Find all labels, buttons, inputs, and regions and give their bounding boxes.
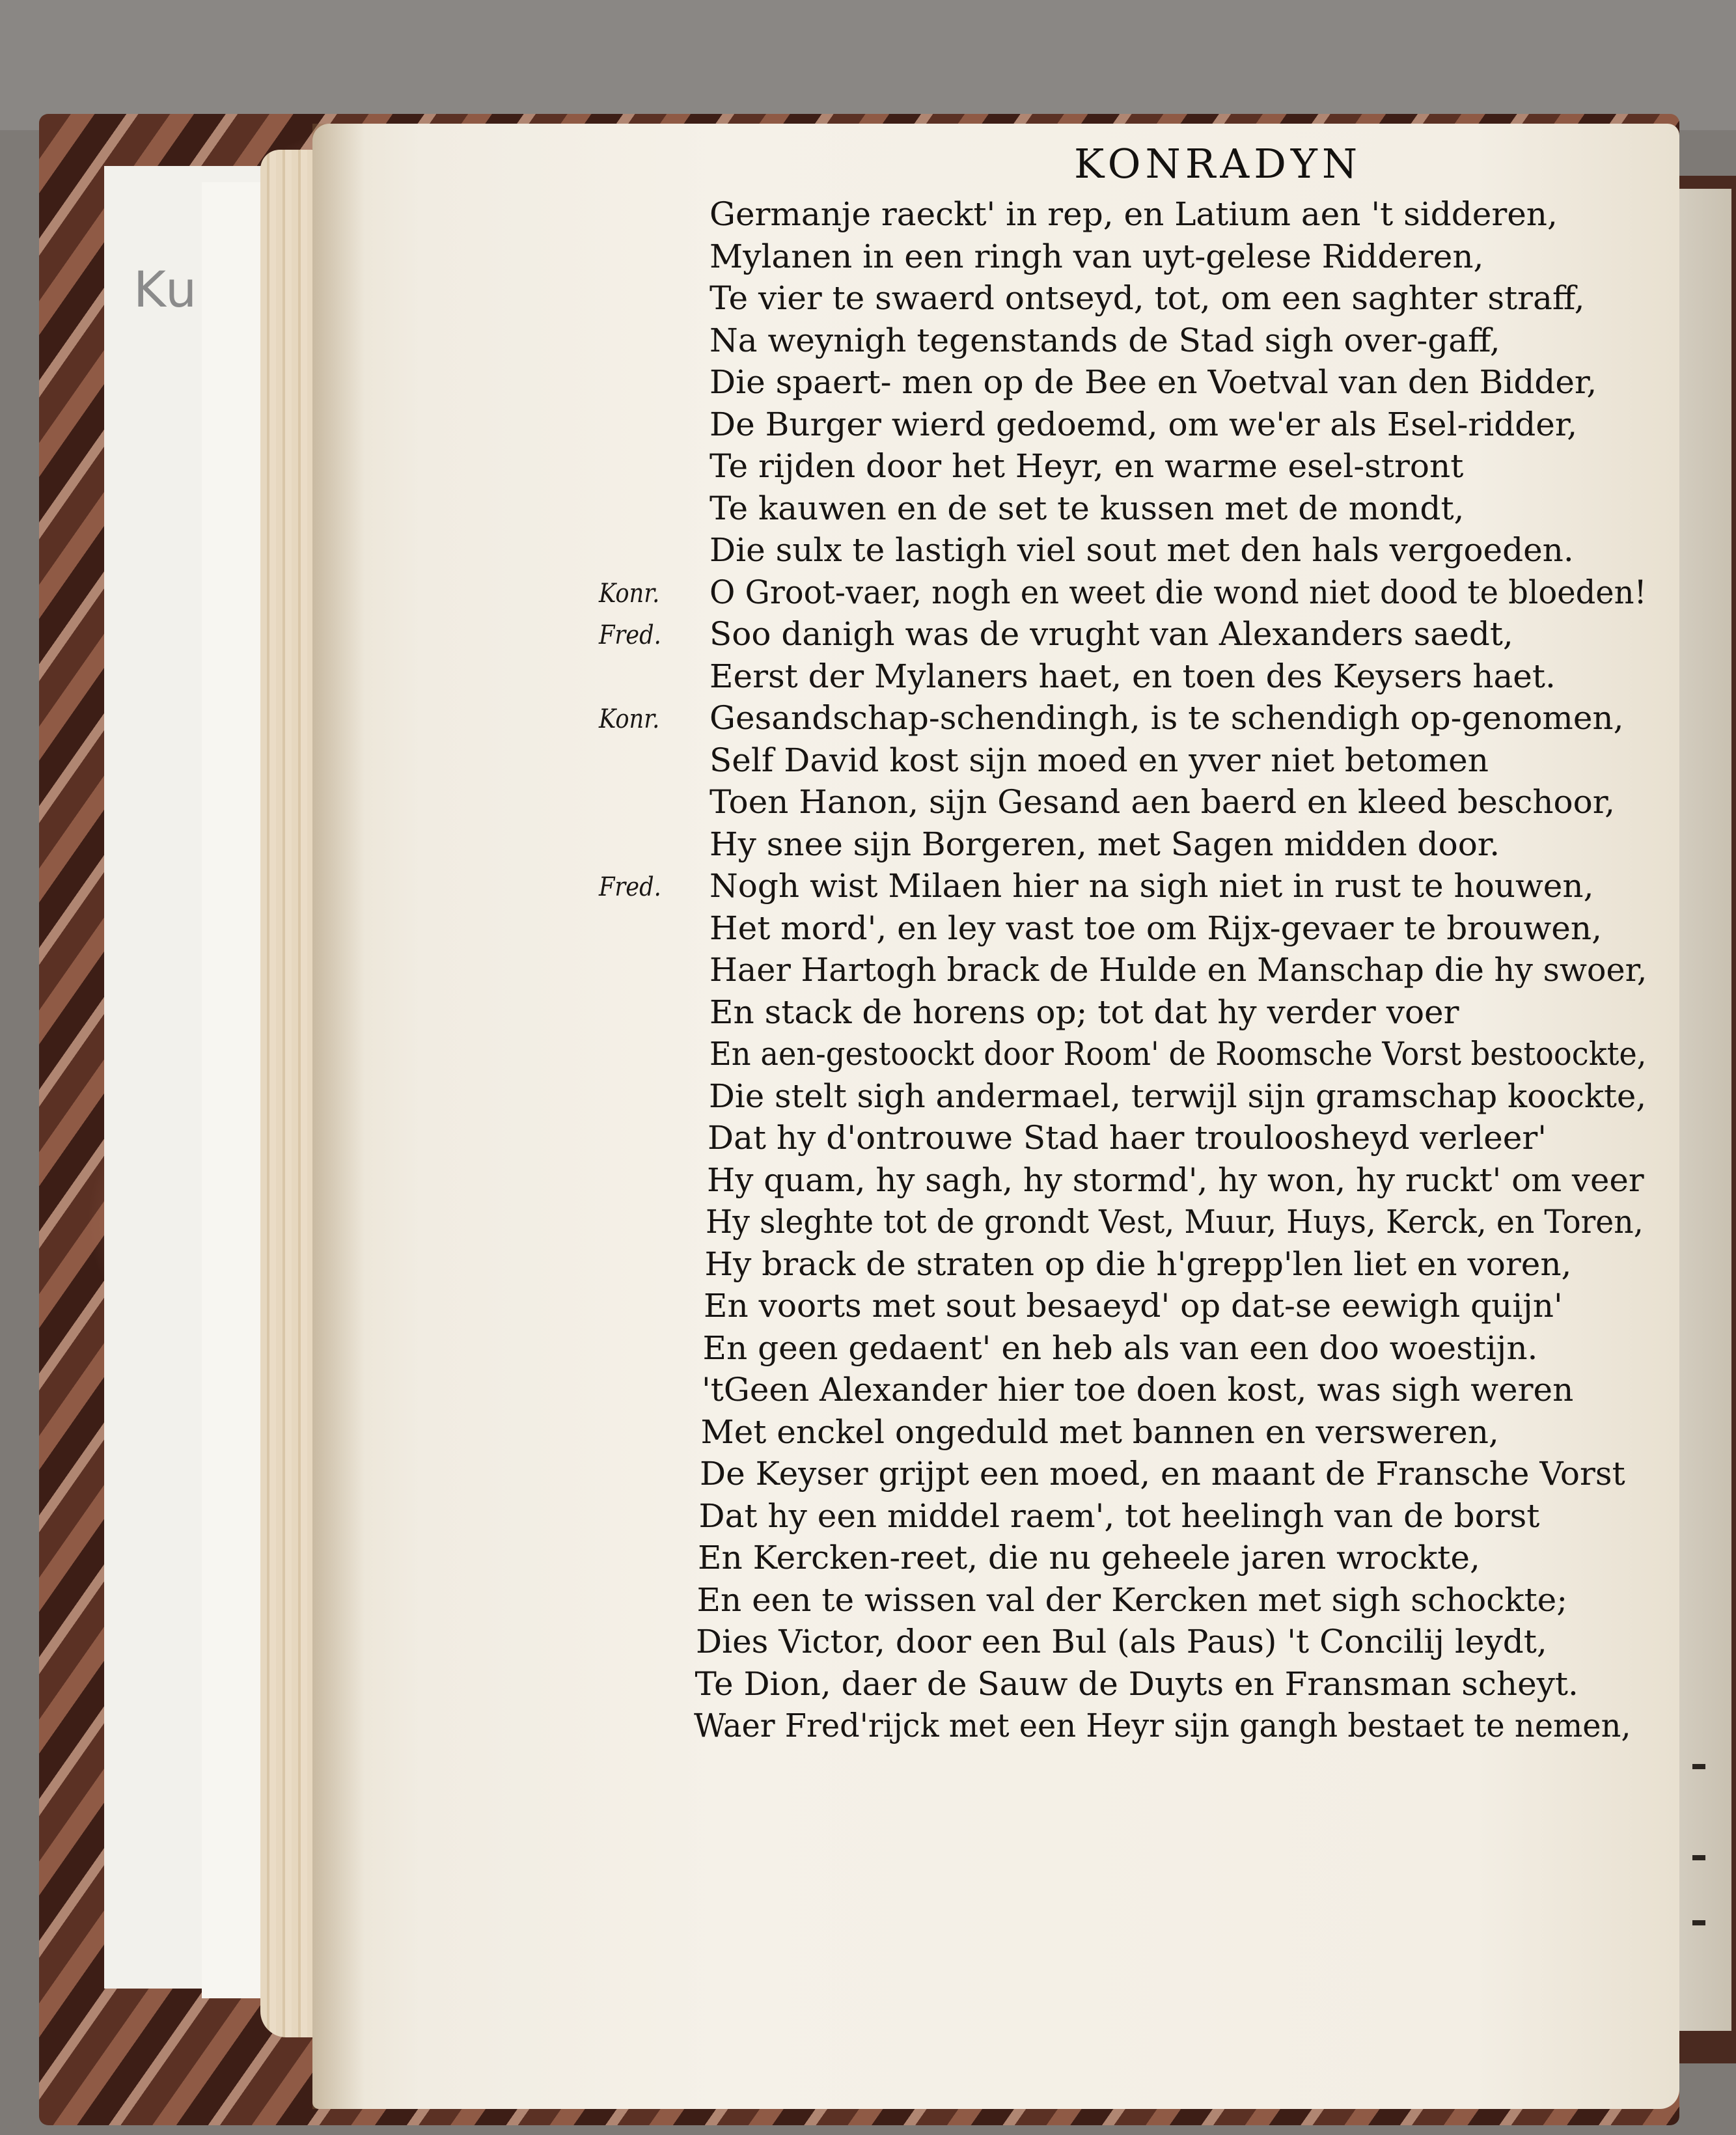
verse-line: Na weynigh tegenstands de Stad sigh over-gaff, (710, 321, 1500, 359)
verse-line: Te vier te swaerd ontseyd, tot, om een saghter straff, (710, 279, 1585, 317)
verse-line: En geen gedaent' en heb als van een doo woestijn. (702, 1329, 1538, 1367)
verse-line: Self David kost sijn moed en yver niet betomen (710, 741, 1489, 779)
verse-line: O Groot-vaer, nogh en weet die wond niet dood te bloeden! (710, 573, 1647, 611)
verse-line: Hy sleghte tot de grondt Vest, Muur, Huys, Kerck, en Toren, (706, 1203, 1644, 1241)
gutter-shadow (312, 124, 365, 2109)
verse-line: Haer Hartogh brack de Hulde en Manschap die hy swoer, (710, 951, 1647, 989)
verse-line: Die sulx te lastigh viel sout met den hals vergoeden. (710, 531, 1574, 569)
verse-line: Gesandschap-schendingh, is te schendigh op-genomen, (710, 699, 1624, 737)
pencil-note: Ku (133, 260, 199, 318)
verse-line: Met enckel ongeduld met bannen en versweren, (700, 1412, 1499, 1451)
verse-line: Soo danigh was de vrught van Alexanders saedt, (710, 615, 1513, 653)
verse-line: Hy quam, hy sagh, hy stormd', hy won, hy ruckt' om veer (706, 1161, 1644, 1199)
background (0, 0, 1736, 130)
verse-line: De Keyser grijpt een moed, en maant de Fransche Vorst (700, 1455, 1625, 1493)
verse-line: Germanje raeckt' in rep, en Latium aen 't sidderen, (710, 195, 1558, 233)
running-title: KONRADYN (1074, 140, 1362, 187)
verse-line: Die stelt sigh andermael, terwijl sijn gramschap koockte, (708, 1077, 1646, 1115)
verse-line: Waer Fred'rijck met een Heyr sijn gangh bestaet te nemen, (694, 1707, 1631, 1744)
verse-line: Eerst der Mylaners haet, en toen des Keysers haet. (710, 657, 1556, 695)
verse-line: De Burger wierd gedoemd, om we'er als Esel-ridder, (710, 405, 1578, 443)
verse-line: Te rijden door het Heyr, en warme esel-stront (710, 447, 1464, 485)
verse-line: Dat hy d'ontrouwe Stad haer trouloosheyd verleer' (708, 1119, 1547, 1157)
verse-line: Dies Victor, door een Bul (als Paus) 't Concilij leydt, (696, 1623, 1547, 1660)
verse-line: En Kercken-reet, die nu geheele jaren wrockte, (698, 1539, 1480, 1577)
verse-line: Hy brack de straten op die h'grepp'len liet en voren, (704, 1245, 1572, 1283)
verse-line: Hy snee sijn Borgeren, met Sagen midden door. (710, 825, 1500, 863)
verse-line: Het mord', en ley vast toe om Rijx-gevaer te brouwen, (710, 909, 1602, 947)
verse-line: En aen-gestoockt door Room' de Roomsche Vorst bestoockte, (710, 1035, 1647, 1073)
speaker-label: Konr. (599, 578, 660, 609)
verse-line: Toen Hanon, sijn Gesand aen baerd en kleed beschoor, (710, 783, 1616, 821)
verse-line: En een te wissen val der Kercken met sigh schockte; (696, 1580, 1568, 1619)
verse-line: Te kauwen en de set te kussen met de mondt, (710, 489, 1465, 527)
speaker-label: Fred. (599, 620, 661, 650)
speaker-label: Konr. (599, 704, 660, 734)
verse-line: En voorts met sout besaeyd' op dat-se eewigh quijn' (704, 1287, 1563, 1325)
verse-line: Dat hy een middel raem', tot heelingh van de borst (698, 1496, 1540, 1535)
verse-line: En stack de horens op; tot dat hy verder voer (710, 993, 1459, 1031)
verse-line: Mylanen in een ringh van uyt-gelese Ridderen, (710, 237, 1484, 275)
verse-line: Nogh wist Milaen hier na sigh niet in rust te houwen, (710, 867, 1594, 905)
verse-line: Die spaert- men op de Bee en Voetval van den Bidder, (710, 363, 1597, 401)
verse-line: 'tGeen Alexander hier toe doen kost, was sigh weren (702, 1371, 1574, 1409)
speaker-label: Fred. (599, 872, 661, 902)
verse-line: Te Dion, daer de Sauw de Duyts en Fransman scheyt. (695, 1664, 1578, 1703)
